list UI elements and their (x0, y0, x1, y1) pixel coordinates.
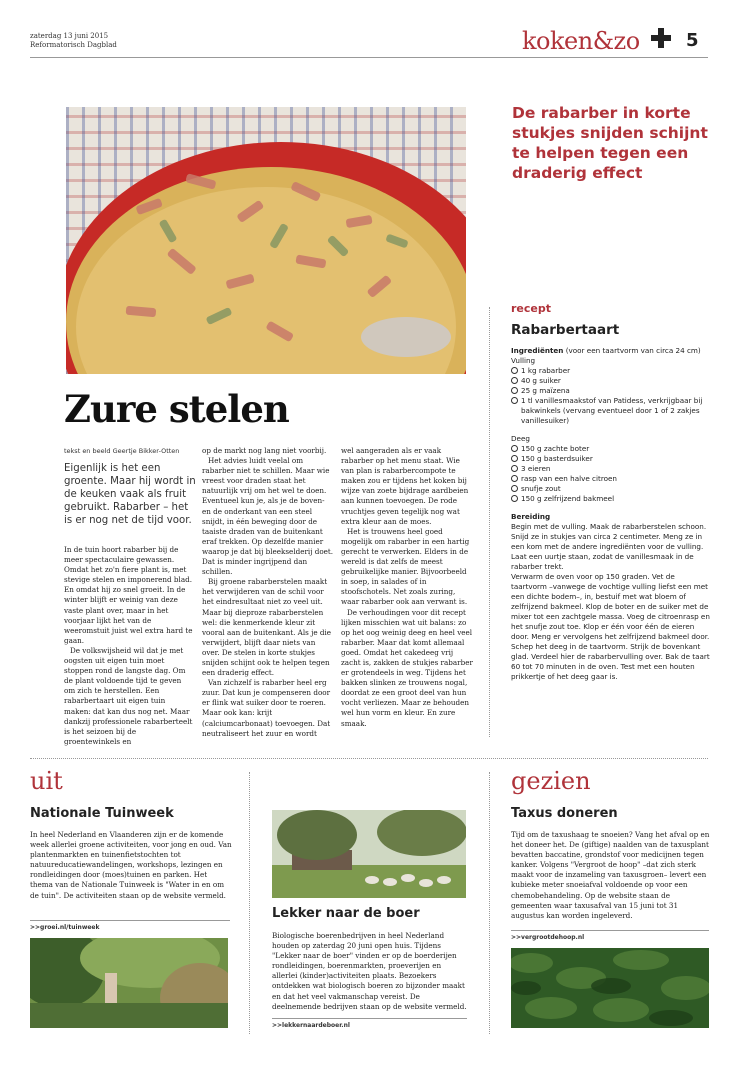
paragraph: Het is trouwens heel goed mogelijk om rabarber in een hartig gerecht te verwerken. Elders in de wereld is dat zelfs de meest gebruikelijke manier. Bijvoorbeeld in soep, in salades of in stoofschotels. Net zoals zuring, waar rabarber ook aan verwant is. (341, 526, 470, 607)
plus-icon (651, 28, 671, 48)
paragraph: De volkswijsheid wil dat je met oogsten uit eigen tuin moet stoppen rond de langste dag. Om de plant voldoende tijd te geven om zich te herstellen. Een rabarbertaart uit eigen tuin maken: dat kan dus nog net. Maar dankzij professionele rabarberteelt is het seizoen bij de groentewinkels en (64, 645, 193, 746)
header-divider (30, 57, 708, 58)
paragraph: Het advies luidt veelal om rabarber niet te schillen. Maar wie vreest voor draden staat het natuurlijk vrij om het wel te doen. Eventueel kun je, als je de boven- en de onderkant van een steel snijdt, in één beweging door de taaiste draden van de buitenkant eraf trekken. Op dezelfde manier waarop je dat bij bleekselderij doet. Dat is minder ingrijpend dan schillen. (202, 456, 334, 577)
uit-text: In heel Nederland en Vlaanderen zijn er de komende week allerlei groene activiteiten, voor jong en oud. Van plantenmarkten en tuinenfietstochten tot natuureducatiewandelingen, workshops, lezingen en rondleidingen door (moes)tuinen en parken. Het thema van de Nationale Tuinweek is "Water in en om de tuin". De activiteiten staan op de website vermeld. (30, 830, 232, 900)
boer-title: Lekker naar de boer (272, 906, 420, 921)
column-divider (489, 772, 490, 1034)
ingredient-item: 1 kg rabarber (511, 366, 711, 376)
ingredient-item: rasp van een halve citroen (511, 474, 711, 484)
method-step: Verwarm de oven voor op 150 graden. Vet de taartvorm –vanwege de vochtige vulling liefst een met een dichte bodem–, in, bestuif met wat bloem of zelfrijzend bakmeel. Klop de boter en de suiker met de mixer tot een zachtgele massa. Voeg de citroenrasp en het snufje zout toe. Klop er één voor één de eieren door. Meng er vervolgens het zelfrijzend bakmeel door. Schep het deeg in de taartvorm. Strijk de bovenkant glad. Verdeel hier de rabarbervulling over. Bak de taart 60 tot 70 minuten in de oven. Test met een houten prikkertje of het deeg gaar is. (511, 572, 710, 681)
checkbox-circle-icon (511, 475, 518, 482)
ingredient-item: snufje zout (511, 484, 711, 494)
boer-text: Biologische boerenbedrijven in heel Nederland houden op zaterdag 20 juni open huis. Tijdens "Lekker naar de boer" vinden er op de boerderijen rondleidingen, boerenmarkten, proeverijen en allerlei (kinder)activiteiten plaats. Bezoekers ontdekken wat biologisch boeren zo bijzonder maakt en dat het veel vakmanschap vereist. De deelnemende bedrijven staan op de website vermeld. (272, 931, 467, 1011)
ingredients-note: (voor een taartvorm van circa 24 cm) (565, 346, 701, 355)
gezien-title: Taxus doneren (511, 806, 618, 821)
method-step: Begin met de vulling. Maak de rabarberstelen schoon. Snijd ze in stukjes van circa 2 centimeter. Meng ze in een kom met de andere ingrediënten voor de vulling. Laat een uurtje staan, zodat de vanillesmaak in de rabarber trekt. (511, 522, 707, 571)
ingredient-item: 3 eieren (511, 464, 711, 474)
ingredient-item: 40 g suiker (511, 376, 711, 386)
paragraph: De verhoudingen voor dit recept lijken misschien wat uit balans: zo op het oog weinig deeg en heel veel rabarber. Maar dat komt allemaal goed. Omdat het cakedeeg vrij zacht is, zakken de stukjes rabarber er grotendeels in weg. Tijdens het bakken slinken ze trouwens nogal, doordat ze een groot deel van hun vocht verliezen. Maar ze behouden wel hun vorm en kleur. En zure smaak. (341, 607, 473, 728)
uit-section-head: uit (30, 767, 63, 795)
checkbox-circle-icon (511, 397, 518, 404)
article-column-3 (341, 446, 473, 729)
gezien-text: Tijd om de taxushaag te snoeien? Vang het afval op en het doneer het. De (giftige) naalden van de taxusplant bevatten baccatine, grondstof voor medicijnen tegen kanker. Volgens "Vergroot de hoop" –dat zich sterk maakt voor de inzameling van taxusgroen– levert een kubieke meter snoeiafval voldoende op voor een chemobehandeling. Op de website staan de gemeenten waar taxusafval van 15 juni tot 31 augustus kan worden ingeleverd. (511, 830, 710, 920)
recipe-label: recept (511, 302, 551, 315)
column-divider (489, 307, 490, 737)
article-title: Zure stelen (64, 387, 289, 431)
pull-quote: De rabarber in korte stukjes snijden schijnt te helpen tegen een draderig effect (512, 104, 708, 182)
paragraph: In de tuin hoort rabarber bij de meer spectaculaire gewassen. Omdat het zo'n fiere plant is, met stevige stelen en imponerend blad. En omdat hij zo snel groeit. In de winter blijft er weinig van deze vaste plant over, maar in het voorjaar lijkt het van de weeromstuit juist wel extra hard te gaan. (64, 545, 193, 645)
recipe-body (511, 346, 711, 682)
garden-photo (30, 938, 228, 1028)
ingredient-item: 150 g basterdsuiker (511, 454, 711, 464)
paragraph: op de markt nog lang niet voorbij. (202, 446, 327, 455)
page-number: 5 (686, 30, 699, 51)
ingredient-item: 150 g zelfrijzend bakmeel (511, 494, 711, 504)
recipe-title: Rabarbertaart (511, 322, 620, 338)
paragraph: Bij groene rabarberstelen maakt het verwijderen van de schil voor het eindresultaat niet zo veel uit. Maar bij dieproze rabarberstelen wel: die kenmerkende kleur zit vooral aan de buitenkant. Als je die verwijdert, blijft daar niets van over. De stelen in korte stukjes snijden schijnt ook te helpen tegen een draderig effect. (202, 577, 332, 678)
checkbox-circle-icon (511, 445, 518, 452)
boer-link[interactable]: >>lekkernaardeboer.nl (272, 1018, 467, 1029)
dough-label: Deeg (511, 434, 530, 443)
checkbox-circle-icon (511, 387, 518, 394)
checkbox-circle-icon (511, 455, 518, 462)
section-divider (30, 758, 708, 759)
rhubarb-tart-photo (66, 107, 466, 374)
method-heading: Bereiding (511, 512, 551, 521)
article-intro: Eigenlijk is het een groente. Maar hij wordt in de keuken vaak als fruit gebruikt. Rabarber – het is er nog net de tijd voor. (64, 463, 196, 526)
checkbox-circle-icon (511, 367, 518, 374)
taxus-photo (511, 948, 709, 1028)
filling-label: Vulling (511, 356, 536, 365)
gezien-section-head: gezien (511, 767, 591, 795)
ingredients-heading: Ingrediënten (511, 346, 564, 355)
checkbox-circle-icon (511, 485, 518, 492)
uit-link[interactable]: >>groei.nl/tuinweek (30, 920, 230, 931)
checkbox-circle-icon (511, 495, 518, 502)
checkbox-circle-icon (511, 465, 518, 472)
paragraph: Van zichzelf is rabarber heel erg zuur. Dat kun je compenseren door er flink wat suiker door te roeren. Maar ook kan: krijt (calciumcarbonaat) toevoegen. Dat neutraliseert het zuur en wordt (202, 678, 331, 738)
ingredient-item: 1 tl vanillesmaakstof van Patidess, verkrijgbaar bij bakwinkels (vervang eventueel door 1 of 2 zakjes vanillesuiker) (511, 396, 711, 426)
uit-title: Nationale Tuinweek (30, 806, 174, 821)
ingredients-line (511, 346, 711, 356)
gezien-link[interactable]: >>vergrootdehoop.nl (511, 930, 709, 941)
article-column-1 (64, 545, 194, 747)
issue-date: zaterdag 13 juni 2015 (30, 32, 109, 40)
section-title: koken&zo (522, 27, 640, 55)
ingredient-item: 150 g zachte boter (511, 444, 711, 454)
checkbox-circle-icon (511, 377, 518, 384)
column-divider (249, 772, 250, 1034)
article-column-2 (202, 446, 334, 739)
paper-name: Reformatorisch Dagblad (30, 41, 117, 49)
masthead (30, 32, 117, 50)
byline: tekst en beeld Geertje Bikker-Otten (64, 447, 180, 455)
paragraph: wel aangeraden als er vaak rabarber op het menu staat. Wie van plan is rabarbercompote te maken zou er tijdens het koken bij wijze van zoete bijdrage aardbeien aan kunnen toevoegen. De rode vruchtjes geven tegelijk nog wat extra kleur aan de moes. (341, 446, 469, 526)
ingredient-item: 25 g maïzena (511, 386, 711, 396)
farm-photo (272, 810, 466, 898)
